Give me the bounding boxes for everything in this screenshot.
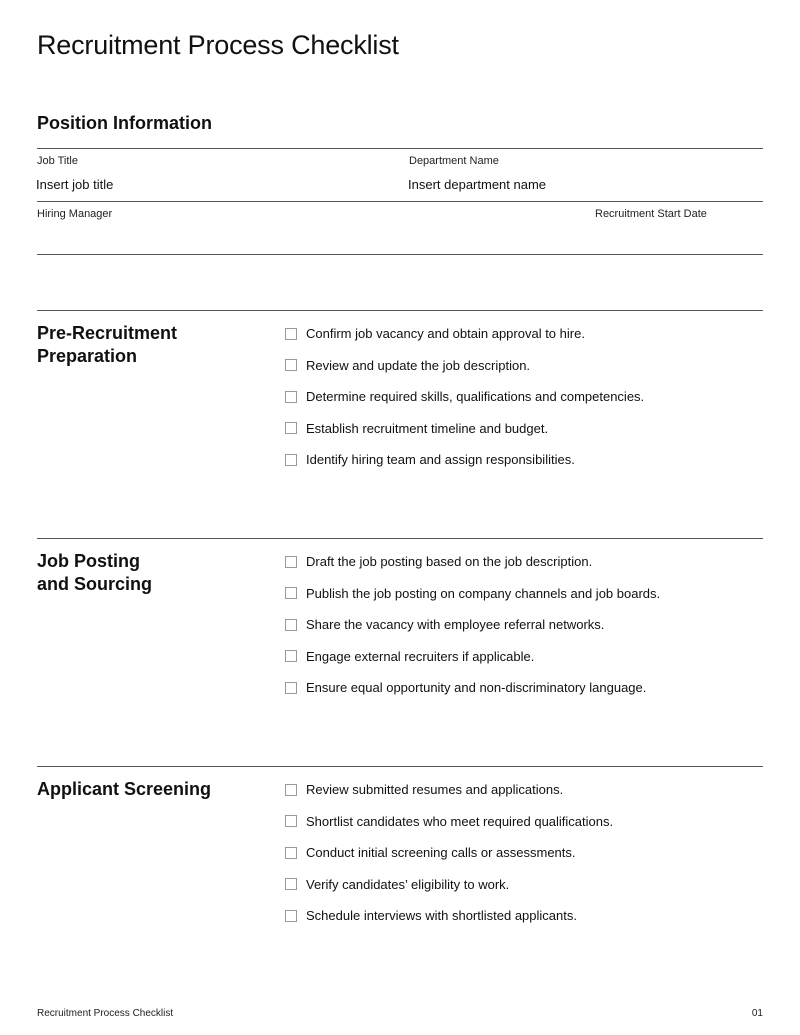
- recruitment-start-date-label: Recruitment Start Date: [595, 208, 707, 220]
- section-title: Applicant Screening: [37, 779, 212, 799]
- checklist-item[interactable]: [285, 415, 644, 447]
- checkbox[interactable]: [285, 359, 297, 371]
- checkbox[interactable]: [285, 454, 297, 466]
- checkbox[interactable]: [285, 328, 297, 340]
- department-name-field[interactable]: Insert department name: [408, 177, 547, 192]
- divider: [37, 148, 763, 149]
- checklist-item[interactable]: [285, 808, 613, 840]
- checkbox[interactable]: [285, 878, 297, 890]
- checkbox[interactable]: [285, 587, 297, 599]
- checklist-item-label: Engage external recruiters if applicable.: [306, 648, 535, 664]
- checklist-item-label: Draft the job posting based on the job description.: [306, 554, 593, 570]
- recruitment-start-date-field[interactable]: [408, 228, 763, 246]
- page-title: Recruitment Process Checklist: [37, 30, 399, 60]
- checklist-item[interactable]: [285, 674, 660, 706]
- job-title-field[interactable]: Insert job title: [36, 177, 114, 192]
- checklist-item[interactable]: [285, 383, 644, 415]
- checklist: [285, 320, 644, 478]
- checkbox[interactable]: [285, 682, 297, 694]
- checkbox[interactable]: [285, 556, 297, 568]
- section-title: Job Posting and Sourcing: [37, 551, 153, 594]
- checklist-item-label: Ensure equal opportunity and non-discriminatory language.: [306, 680, 647, 696]
- divider: [37, 201, 763, 202]
- checklist-item-label: Share the vacancy with employee referral networks.: [306, 617, 605, 633]
- checkbox[interactable]: [285, 815, 297, 827]
- hiring-manager-field[interactable]: [37, 228, 397, 246]
- checkbox[interactable]: [285, 784, 297, 796]
- checklist-item-label: Determine required skills, qualifications and competencies.: [306, 389, 645, 405]
- checkbox[interactable]: [285, 391, 297, 403]
- checklist-item[interactable]: [285, 902, 613, 934]
- hiring-manager-label: Hiring Manager: [37, 208, 113, 220]
- section-job-posting: [37, 538, 763, 738]
- footer-page-number: 01: [751, 1008, 763, 1019]
- job-title-label: Job Title: [37, 155, 78, 167]
- checklist-item[interactable]: [285, 580, 660, 612]
- checklist-item[interactable]: [285, 643, 660, 675]
- checklist-item-label: Review submitted resumes and applications.: [306, 782, 564, 798]
- section-pre-recruitment: [37, 310, 763, 510]
- checklist-item[interactable]: [285, 320, 644, 352]
- checkbox[interactable]: [285, 650, 297, 662]
- footer-document-name: Recruitment Process Checklist: [37, 1008, 174, 1019]
- checklist: [285, 548, 660, 706]
- divider: [37, 254, 763, 255]
- checklist-item[interactable]: [285, 611, 660, 643]
- checklist-item[interactable]: [285, 548, 660, 580]
- department-name-label: Department Name: [409, 155, 499, 167]
- checklist-item-label: Publish the job posting on company channels and job boards.: [306, 585, 661, 601]
- checklist-item-label: Shortlist candidates who meet required qualifications.: [306, 813, 614, 829]
- checklist-item-label: Identify hiring team and assign responsibilities.: [306, 452, 575, 468]
- checklist-item[interactable]: [285, 776, 613, 808]
- position-info-heading: Position Information: [37, 113, 212, 133]
- section-applicant-screening: [37, 766, 763, 966]
- checklist-item-label: Confirm job vacancy and obtain approval to hire.: [306, 326, 585, 342]
- checklist-item-label: Review and update the job description.: [306, 357, 531, 373]
- checklist-item[interactable]: [285, 446, 644, 478]
- checklist-item-label: Schedule interviews with shortlisted applicants.: [306, 908, 577, 924]
- checklist-item-label: Establish recruitment timeline and budget.: [306, 420, 549, 436]
- checklist: [285, 776, 613, 934]
- checkbox[interactable]: [285, 619, 297, 631]
- checklist-item-label: Conduct initial screening calls or assessments.: [306, 845, 576, 861]
- checklist-item[interactable]: [285, 839, 613, 871]
- checklist-item-label: Verify candidates’ eligibility to work.: [306, 876, 510, 892]
- checkbox[interactable]: [285, 847, 297, 859]
- checklist-item[interactable]: [285, 871, 613, 903]
- checkbox[interactable]: [285, 910, 297, 922]
- checkbox[interactable]: [285, 422, 297, 434]
- checklist-item[interactable]: [285, 352, 644, 384]
- section-title: Pre-Recruitment Preparation: [37, 323, 178, 366]
